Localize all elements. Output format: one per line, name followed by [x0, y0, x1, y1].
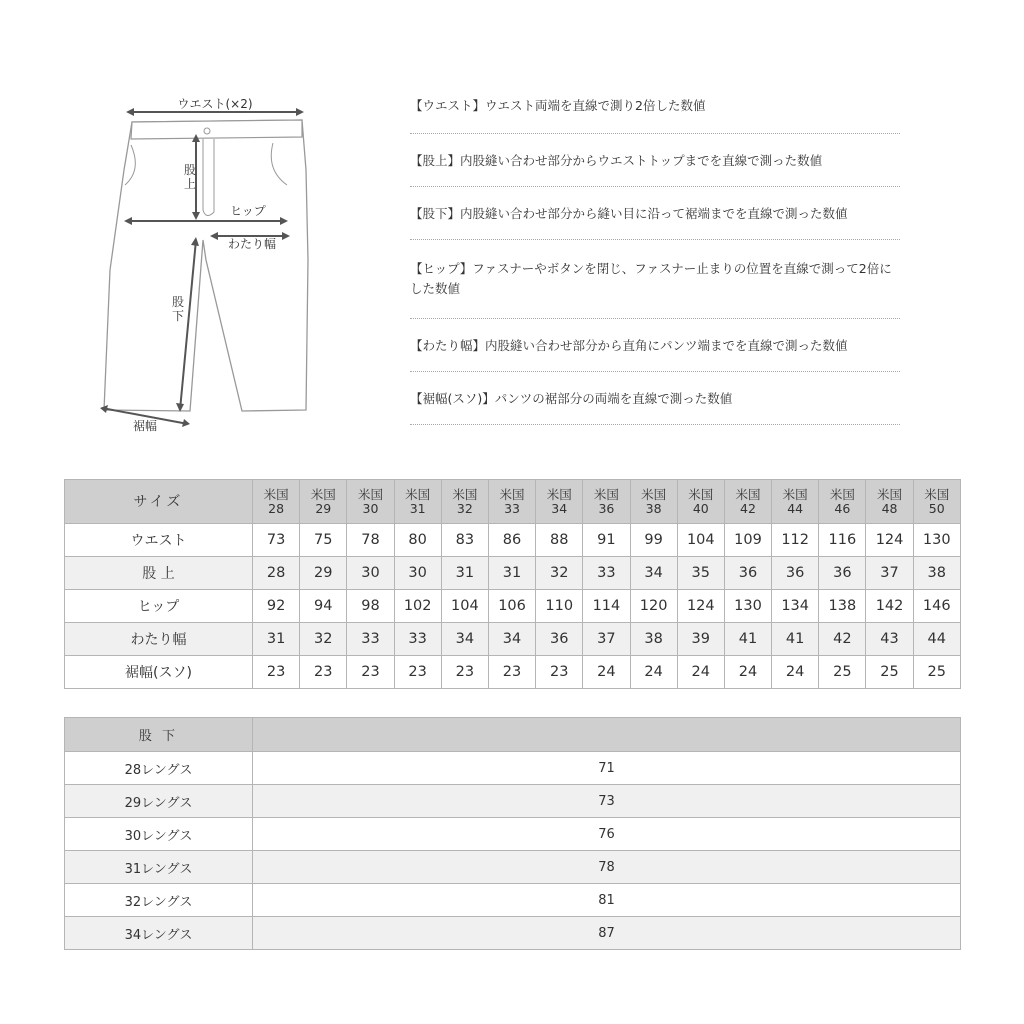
table-cell: 31 [488, 557, 535, 590]
size-region: 米国 [452, 486, 478, 502]
size-region: 米国 [688, 486, 714, 502]
table-row [65, 656, 961, 689]
table-cell: 42 [819, 623, 866, 656]
measurement-definitions [410, 92, 900, 438]
row-label: ウエスト [65, 524, 253, 557]
inseam-length-label: 29レングス [65, 785, 253, 818]
table-cell: 37 [583, 623, 630, 656]
table-cell: 116 [819, 524, 866, 557]
table-cell: 36 [819, 557, 866, 590]
table-cell: 32 [300, 623, 347, 656]
table-cell: 130 [913, 524, 960, 557]
thigh-label: わたり幅 [227, 237, 277, 251]
waist-label: ウエスト(×2) [177, 97, 253, 111]
size-region: 米国 [782, 486, 808, 502]
table-cell: 78 [347, 524, 394, 557]
table-cell: 24 [583, 656, 630, 689]
size-header-cell [724, 480, 771, 524]
size-header-cell [536, 480, 583, 524]
size-number: 38 [645, 500, 662, 516]
table-cell: 25 [913, 656, 960, 689]
table-cell: 31 [441, 557, 488, 590]
table-cell: 31 [253, 623, 300, 656]
pants-diagram [90, 90, 320, 440]
table-cell: 25 [819, 656, 866, 689]
table-cell: 73 [253, 524, 300, 557]
size-number: 44 [787, 500, 804, 516]
table-cell: 33 [347, 623, 394, 656]
table-cell: 35 [677, 557, 724, 590]
size-region: 米国 [405, 486, 431, 502]
table-cell: 114 [583, 590, 630, 623]
size-header-cell [441, 480, 488, 524]
inseam-header-label: 股 下 [65, 718, 253, 752]
definition-hip: 【ヒップ】ファスナーやボタンを閉じ、ファスナー止まりの位置を直線で測って2倍にした数値 [410, 253, 900, 319]
table-row [65, 818, 961, 851]
table-row [65, 623, 961, 656]
table-cell: 102 [394, 590, 441, 623]
size-header-cell [253, 480, 300, 524]
size-number: 40 [692, 500, 709, 516]
inseam-length-label: 28レングス [65, 752, 253, 785]
inseam-table [64, 717, 961, 950]
table-cell: 38 [630, 623, 677, 656]
table-cell: 112 [772, 524, 819, 557]
table-cell: 94 [300, 590, 347, 623]
rise-label-1: 股 [183, 163, 197, 177]
size-number: 33 [504, 500, 520, 516]
table-cell: 99 [630, 524, 677, 557]
table-cell: 138 [819, 590, 866, 623]
table-cell: 29 [300, 557, 347, 590]
size-number: 50 [928, 500, 945, 516]
row-label: 股 上 [65, 557, 253, 590]
definition-rise: 【股上】内股縫い合わせ部分からウエストトップまでを直線で測った数値 [410, 147, 900, 187]
table-cell: 24 [724, 656, 771, 689]
size-header-cell [866, 480, 913, 524]
size-header-cell [677, 480, 724, 524]
table-row [65, 851, 961, 884]
size-number: 29 [315, 500, 332, 516]
size-header-cell [772, 480, 819, 524]
table-row [65, 590, 961, 623]
table-cell: 109 [724, 524, 771, 557]
size-header-cell [913, 480, 960, 524]
table-cell: 92 [253, 590, 300, 623]
table-cell: 32 [536, 557, 583, 590]
table-row [65, 752, 961, 785]
inseam-length-label: 30レングス [65, 818, 253, 851]
table-cell: 91 [583, 524, 630, 557]
table-cell: 23 [394, 656, 441, 689]
size-header-row [65, 480, 961, 524]
table-cell: 23 [253, 656, 300, 689]
size-region: 米国 [546, 486, 572, 502]
size-region: 米国 [641, 486, 667, 502]
table-row [65, 917, 961, 950]
size-region: 米国 [310, 486, 336, 502]
size-region: 米国 [877, 486, 903, 502]
table-cell: 80 [394, 524, 441, 557]
table-cell: 23 [347, 656, 394, 689]
table-cell: 23 [488, 656, 535, 689]
table-cell: 43 [866, 623, 913, 656]
size-number: 28 [268, 500, 285, 516]
definition-hem: 【裾幅(スソ)】パンツの裾部分の両端を直線で測った数値 [410, 385, 900, 425]
table-cell: 24 [772, 656, 819, 689]
table-cell: 124 [677, 590, 724, 623]
size-region: 米国 [263, 486, 289, 502]
table-cell: 124 [866, 524, 913, 557]
table-cell: 23 [300, 656, 347, 689]
table-cell: 110 [536, 590, 583, 623]
inseam-header-row [65, 718, 961, 752]
table-cell: 98 [347, 590, 394, 623]
table-cell: 36 [724, 557, 771, 590]
table-row [65, 557, 961, 590]
size-number: 32 [456, 500, 473, 516]
table-cell: 130 [724, 590, 771, 623]
pants-illustration [90, 90, 320, 440]
size-number: 42 [740, 500, 756, 516]
definition-waist: 【ウエスト】ウエスト両端を直線で測り2倍した数値 [410, 92, 900, 134]
table-cell: 24 [677, 656, 724, 689]
table-cell: 83 [441, 524, 488, 557]
table-cell: 25 [866, 656, 913, 689]
table-row [65, 785, 961, 818]
size-header-cell [394, 480, 441, 524]
row-label: ヒップ [65, 590, 253, 623]
size-number: 48 [881, 500, 898, 516]
table-cell: 39 [677, 623, 724, 656]
size-number: 46 [834, 500, 851, 516]
size-header-cell [347, 480, 394, 524]
table-cell: 41 [724, 623, 771, 656]
inseam-value: 87 [253, 917, 961, 950]
size-header-cell [488, 480, 535, 524]
size-number: 30 [362, 500, 379, 516]
table-cell: 24 [630, 656, 677, 689]
inseam-value: 78 [253, 851, 961, 884]
size-header-cell [819, 480, 866, 524]
table-cell: 37 [866, 557, 913, 590]
table-cell: 104 [441, 590, 488, 623]
definition-thigh: 【わたり幅】内股縫い合わせ部分から直角にパンツ端までを直線で測った数値 [410, 332, 900, 372]
table-cell: 36 [772, 557, 819, 590]
size-region: 米国 [593, 486, 619, 502]
rise-label-2: 上 [183, 177, 197, 191]
table-row [65, 524, 961, 557]
definition-inseam: 【股下】内股縫い合わせ部分から縫い目に沿って裾端までを直線で測った数値 [410, 200, 900, 240]
table-cell: 34 [488, 623, 535, 656]
inseam-value: 76 [253, 818, 961, 851]
table-cell: 33 [394, 623, 441, 656]
hem-label: 裾幅 [132, 419, 158, 433]
table-cell: 23 [441, 656, 488, 689]
row-label: 裾幅(スソ) [65, 656, 253, 689]
table-cell: 33 [583, 557, 630, 590]
size-number: 34 [551, 500, 568, 516]
table-cell: 38 [913, 557, 960, 590]
size-region: 米国 [735, 486, 761, 502]
size-region: 米国 [829, 486, 855, 502]
table-cell: 104 [677, 524, 724, 557]
table-cell: 23 [536, 656, 583, 689]
row-label: わたり幅 [65, 623, 253, 656]
table-cell: 106 [488, 590, 535, 623]
table-cell: 120 [630, 590, 677, 623]
size-region: 米国 [924, 486, 950, 502]
table-cell: 41 [772, 623, 819, 656]
inseam-length-label: 34レングス [65, 917, 253, 950]
size-table [64, 479, 961, 689]
table-cell: 75 [300, 524, 347, 557]
table-cell: 34 [441, 623, 488, 656]
inseam-length-label: 31レングス [65, 851, 253, 884]
size-region: 米国 [357, 486, 383, 502]
size-region: 米国 [499, 486, 525, 502]
table-cell: 44 [913, 623, 960, 656]
table-cell: 86 [488, 524, 535, 557]
inseam-value: 71 [253, 752, 961, 785]
size-header-label: サイズ [65, 480, 253, 524]
table-cell: 28 [253, 557, 300, 590]
table-cell: 34 [630, 557, 677, 590]
size-header-cell [630, 480, 677, 524]
inseam-label-1: 股 [171, 295, 185, 309]
table-cell: 146 [913, 590, 960, 623]
table-cell: 30 [394, 557, 441, 590]
table-cell: 36 [536, 623, 583, 656]
hip-label: ヒップ [230, 204, 266, 218]
inseam-value: 81 [253, 884, 961, 917]
inseam-value: 73 [253, 785, 961, 818]
table-row [65, 884, 961, 917]
table-cell: 142 [866, 590, 913, 623]
table-cell: 30 [347, 557, 394, 590]
table-cell: 88 [536, 524, 583, 557]
inseam-label-2: 下 [171, 309, 185, 323]
size-header-cell [583, 480, 630, 524]
size-header-cell [300, 480, 347, 524]
inseam-header-value [253, 718, 961, 752]
inseam-length-label: 32レングス [65, 884, 253, 917]
size-number: 36 [598, 500, 615, 516]
size-number: 31 [409, 500, 426, 516]
table-cell: 134 [772, 590, 819, 623]
